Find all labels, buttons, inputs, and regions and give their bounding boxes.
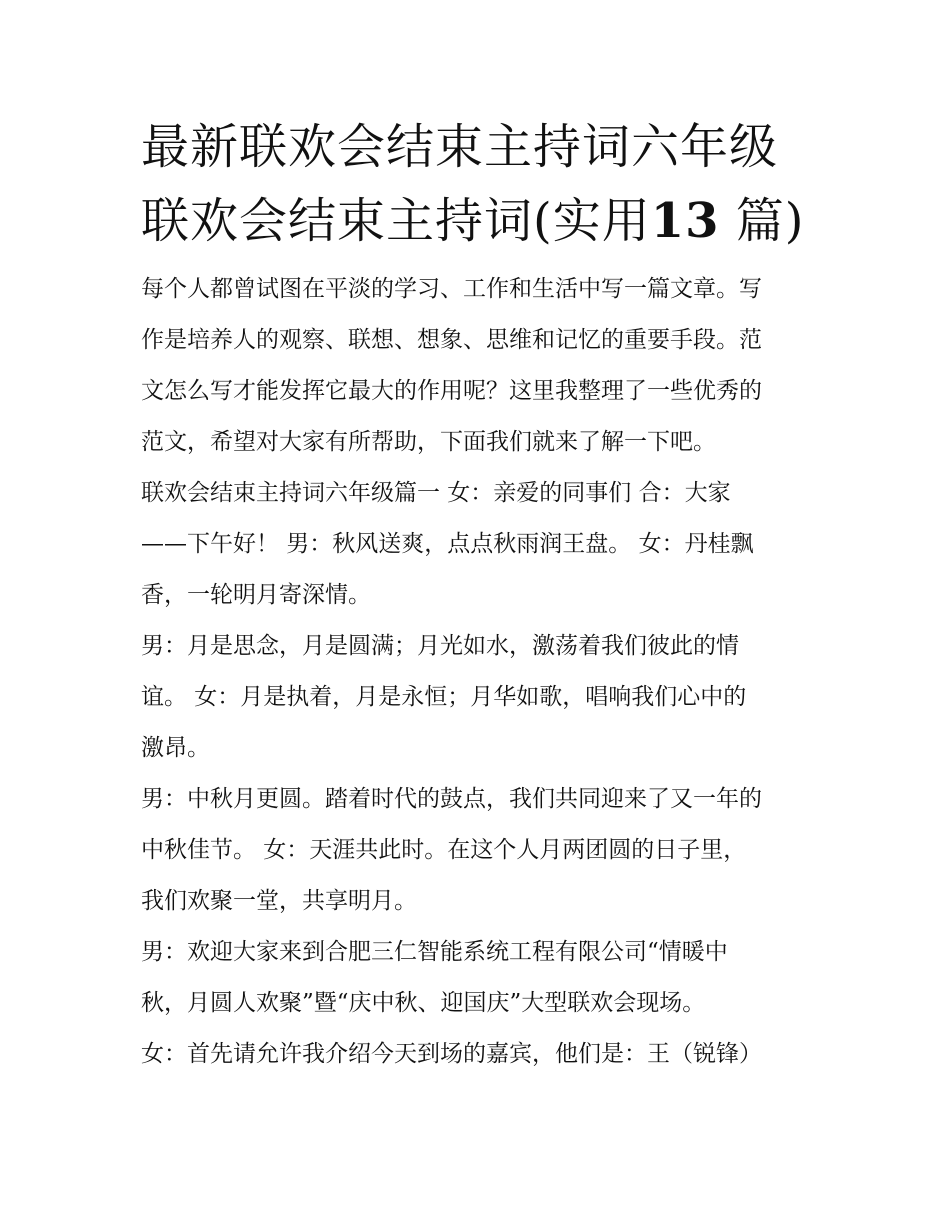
text-line: 谊。 女：月是执着，月是永恒；月华如歌，唱响我们心中的 — [141, 684, 747, 710]
title-line-2-text: 联欢会结束主持词(实用 — [141, 193, 651, 249]
title-count: 13 — [650, 193, 720, 249]
text-line: 每个人都曾试图在平淡的学习、工作和生活中写一篇文章。写 — [141, 276, 762, 302]
paragraph-4 — [141, 927, 821, 1029]
text-line: ——下午好！ 男：秋风送爽，点点秋雨润王盘。 女：丹桂飘 — [141, 531, 754, 557]
text-line: 秋，月圆人欢聚”暨“庆中秋、迎国庆”大型联欢会现场。 — [141, 990, 706, 1016]
text-line: 我们欢聚一堂，共享明月。 — [141, 888, 417, 914]
paragraph-3 — [141, 774, 821, 927]
document-body — [141, 264, 821, 1080]
paragraph-5 — [141, 1029, 821, 1080]
text-line: 男：月是思念，月是圆满；月光如水，激荡着我们彼此的情 — [141, 633, 739, 659]
text-line: 女：首先请允许我介绍今天到场的嘉宾，他们是：王（锐锋） — [141, 1041, 762, 1067]
paragraph-1 — [141, 468, 821, 621]
text-line: 激昂。 — [141, 735, 210, 761]
paragraph-intro — [141, 264, 821, 468]
document-page — [141, 110, 821, 1080]
title-line-1: 最新联欢会结束主持词六年级 — [141, 119, 779, 175]
text-line: 作是培养人的观察、联想、想象、思维和记忆的重要手段。范 — [141, 327, 762, 353]
text-line: 男：中秋月更圆。踏着时代的鼓点，我们共同迎来了又一年的 — [141, 786, 762, 812]
text-line: 香，一轮明月寄深情。 — [141, 582, 371, 608]
title-line-2-end: 篇) — [719, 193, 805, 249]
title-line-2 — [141, 184, 821, 258]
text-line: 联欢会结束主持词六年级篇一 女：亲爱的同事们 合：大家 — [141, 480, 731, 506]
text-line: 男：欢迎大家来到合肥三仁智能系统工程有限公司“情暖中 — [141, 939, 728, 965]
text-line: 中秋佳节。 女：天涯共此时。在这个人月两团圆的日子里， — [141, 837, 747, 863]
document-title — [141, 110, 821, 258]
text-line: 文怎么写才能发挥它最大的作用呢？这里我整理了一些优秀的 — [141, 378, 762, 404]
text-line: 范文，希望对大家有所帮助，下面我们就来了解一下吧。 — [141, 429, 716, 455]
paragraph-2 — [141, 621, 821, 774]
